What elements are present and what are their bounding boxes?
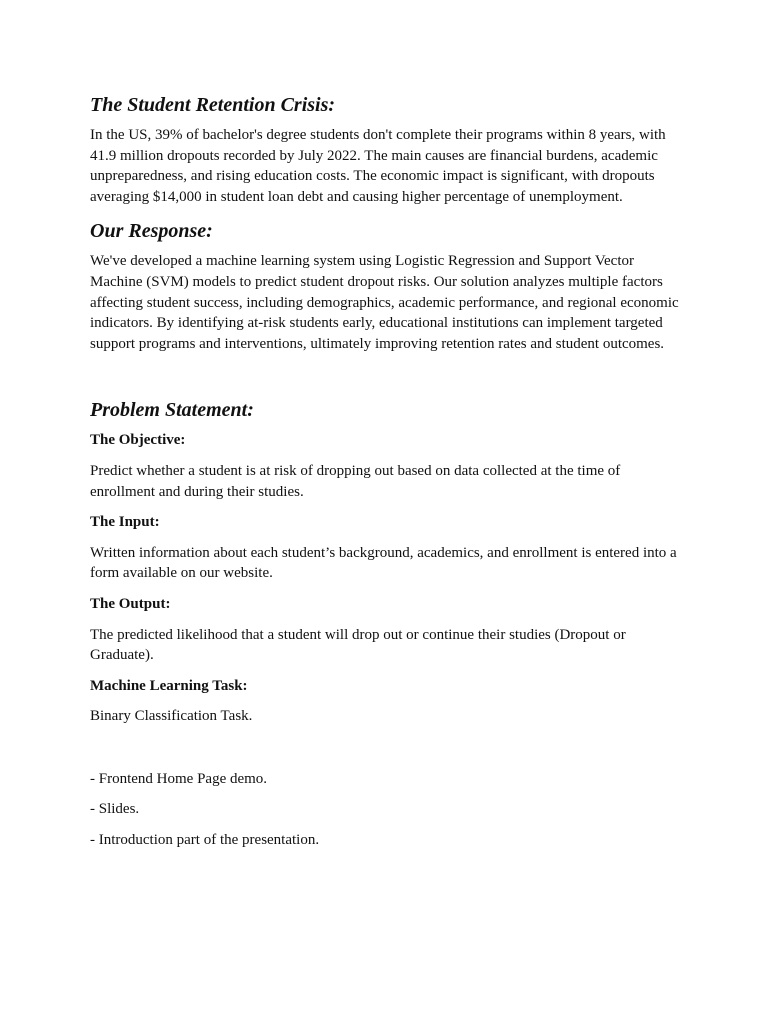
- spacer: [90, 364, 680, 396]
- ml-task-text: Binary Classification Task.: [90, 708, 253, 725]
- retention-crisis-paragraph: In the US, 39% of bachelor's degree students don't complete their programs within 8 years, with 41.9 million dropouts recorded by July 2022. The main causes are financial burdens, academic unpreparedness, and rising education costs. The economic impact is significant, with dropouts averaging $14,000 in student loan debt and causing higher percentage of unemployment.: [90, 127, 666, 205]
- input-text: Written information about each student’s background, academics, and enrollment is entered into a form available on our website.: [90, 544, 677, 582]
- our-response-heading: Our Response:: [90, 220, 213, 243]
- output-label: The Output:: [90, 595, 171, 612]
- spacer: [90, 737, 680, 769]
- task-list-item: - Frontend Home Page demo.: [90, 770, 268, 787]
- document-content: [90, 91, 680, 861]
- task-list-item: - Introduction part of the presentation.: [90, 832, 320, 849]
- input-label: The Input:: [90, 514, 160, 531]
- objective-text: Predict whether a student is at risk of dropping out based on data collected at the time of enrollment and during their studies.: [90, 462, 621, 500]
- output-text: The predicted likelihood that a student will drop out or continue their studies (Dropout or Graduate).: [90, 626, 626, 664]
- retention-crisis-heading: The Student Retention Crisis:: [90, 94, 336, 116]
- ml-task-label: Machine Learning Task:: [90, 677, 248, 694]
- our-response-paragraph: We've developed a machine learning system using Logistic Regression and Support Vector Machine (SVM) models to predict student dropout risks. Our solution analyzes multiple factors affecting student success, including demographics, academic performance, and regional economic indicators. By identifying at-risk students early, educational institutions can implement targeted support programs and interventions, ultimately improving retention rates and student outcomes.: [90, 253, 679, 352]
- problem-statement-heading: Problem Statement:: [90, 399, 254, 422]
- task-list-item: - Slides.: [90, 801, 140, 818]
- objective-label: The Objective:: [90, 432, 186, 449]
